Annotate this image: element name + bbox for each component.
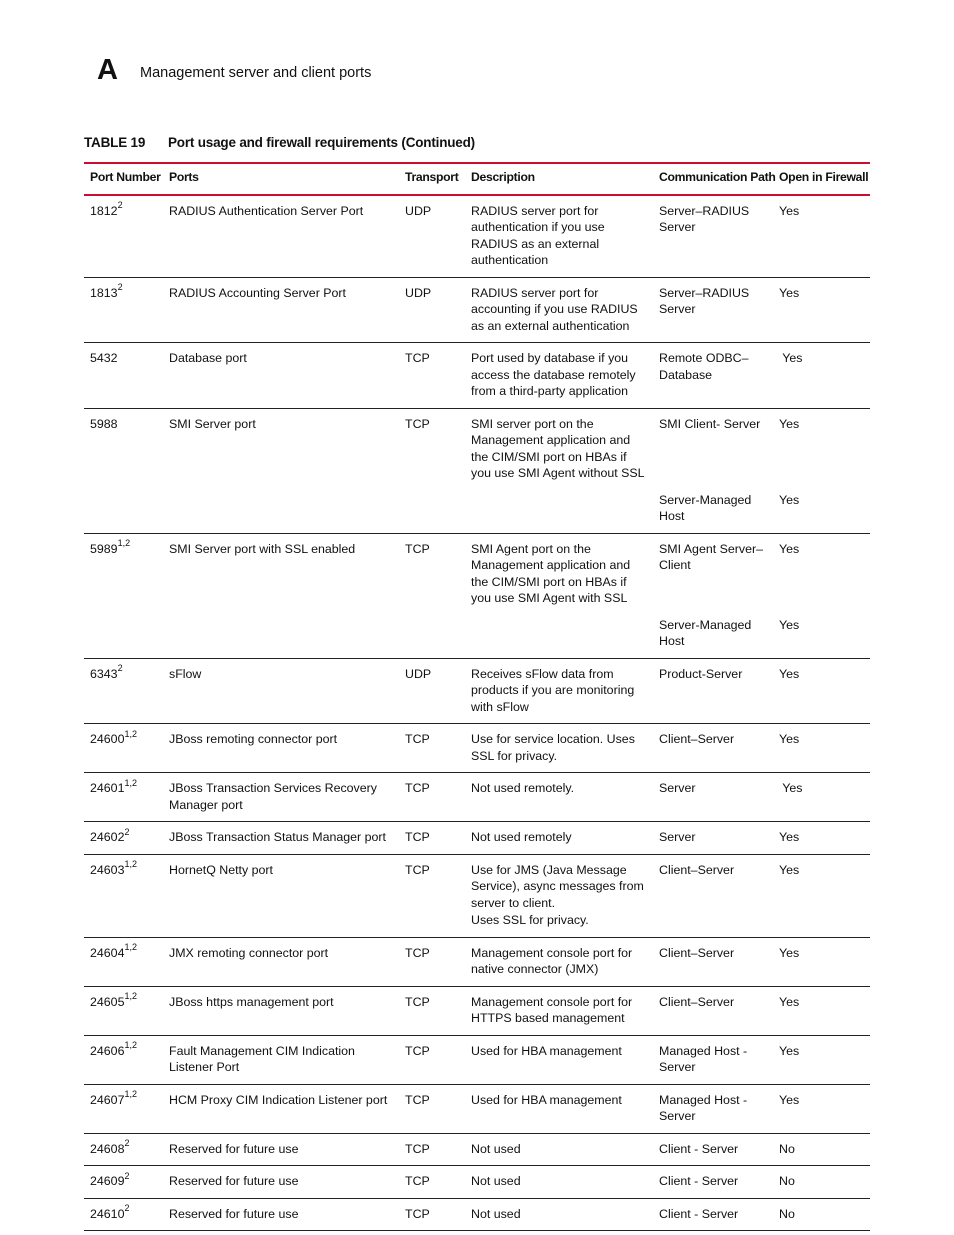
port-name-cell: RADIUS Accounting Server Port [163,277,399,343]
communication-path-cell: Remote ODBC–Database [653,343,773,409]
communication-path-cell: SMI Agent Server–Client [659,541,763,572]
port-number-cell [84,1084,163,1133]
communication-path-cell: Managed Host - Server [653,1084,773,1133]
table-body [84,195,870,1231]
footnote-reference: 2 [124,826,130,837]
description-cell [465,1084,653,1133]
port-usage-table [84,162,870,1231]
table-number: TABLE 19 [84,135,146,150]
port-number: 24602 [90,830,125,844]
column-header-port-number: Port Number [84,163,163,195]
column-header-communication-path: Communication Path [653,163,773,195]
table-row [84,724,870,773]
port-number: 24605 [90,994,125,1009]
footnote-reference: 2 [124,1170,130,1181]
transport-cell: TCP [399,1084,465,1133]
table-header-row [84,163,870,195]
description-text-extra: Uses SSL for privacy. [471,913,589,927]
description-cell [465,1166,653,1199]
port-number: 5988 [90,416,118,431]
port-number: 24606 [90,1043,125,1058]
empty-cell [399,615,465,659]
description-cell [465,724,653,773]
column-header-description: Description [465,163,653,195]
footnote-reference: 2 [117,663,123,674]
port-name-cell: Reserved for future use [163,1166,399,1199]
port-number: 1813 [90,285,118,300]
footnote-reference: 1,2 [124,777,137,788]
port-name-cell: JMX remoting connector port [163,937,399,986]
open-in-firewall-cell: Yes [773,658,870,724]
footnote-reference: 1,2 [124,942,137,953]
communication-path-cell: Managed Host - Server [653,1035,773,1084]
port-number: 24600 [90,732,125,746]
table-row [84,937,870,986]
open-in-firewall-cell: Yes [773,986,870,1035]
description-cell [465,854,653,937]
open-in-firewall-cell: Yes [773,937,870,986]
description-cell [465,937,653,986]
port-number-cell [84,1166,163,1199]
open-in-firewall-cell: Yes [773,277,870,343]
description-text: RADIUS server port for authentication if you use RADIUS as an external authentication [471,203,605,267]
chapter-letter: A [97,54,118,86]
table-row [84,277,870,343]
footnote-reference: 1,2 [124,991,137,1002]
description-text: Not used remotely. [471,781,575,795]
transport-cell: TCP [399,822,465,855]
description-text: Management console port for HTTPS based management [471,994,633,1025]
empty-cell [163,490,399,534]
description-cell [465,195,653,278]
port-number-cell [84,195,163,278]
communication-path-cell: Server [653,822,773,855]
footnote-reference: 1,2 [124,1040,137,1051]
open-in-firewall-cell: No [773,1198,870,1231]
port-name-cell: Database port [163,343,399,409]
table-title: Port usage and firewall requirements (Continued) [168,135,475,150]
table-row [84,1084,870,1133]
port-number-cell [84,277,163,343]
description-cell [465,822,653,855]
description-cell [465,986,653,1035]
table-row-continuation [84,490,870,534]
description-text: Not used [471,1174,521,1188]
empty-cell [84,615,163,659]
description-text: SMI server port on the Management application and the CIM/SMI port on HBAs if you use SMI Agent without SSL [471,416,645,480]
port-name-cell: HCM Proxy CIM Indication Listener port [163,1084,399,1133]
table-row [84,986,870,1035]
table-row [84,533,870,615]
footnote-reference: 1,2 [124,859,137,870]
port-number: 24601 [90,781,125,795]
transport-cell: TCP [405,541,430,556]
empty-cell [163,615,399,659]
communication-path-cell: Server-Managed Host [653,615,773,659]
transport-cell: UDP [399,277,465,343]
communication-path-cell: Client–Server [653,854,773,937]
open-in-firewall-cell: No [773,1166,870,1199]
port-number-cell [84,937,163,986]
description-text: Not used remotely [471,830,572,844]
port-number: 24607 [90,1092,125,1107]
transport-cell: TCP [399,724,465,773]
transport-cell: TCP [399,937,465,986]
table-row [84,773,870,822]
empty-cell [84,490,163,534]
port-number-cell [84,854,163,937]
open-in-firewall-cell: Yes [773,490,870,534]
communication-path-cell: Client - Server [653,1133,773,1166]
footnote-reference: 2 [124,1138,130,1149]
table-row [84,408,870,490]
description-text: Used for HBA management [471,1043,622,1058]
port-number-cell [84,724,163,773]
description-cell [465,1198,653,1231]
port-number-cell [84,658,163,724]
empty-cell [399,490,465,534]
port-number-cell [84,343,163,409]
empty-cell [465,615,653,659]
description-text: Receives sFlow data from products if you are monitoring with sFlow [471,666,635,714]
transport-cell: TCP [399,1166,465,1199]
port-number-cell [84,1198,163,1231]
footnote-reference: 2 [117,200,123,211]
communication-path-cell: Product-Server [653,658,773,724]
table-row [84,1166,870,1199]
open-in-firewall-cell: Yes [773,615,870,659]
port-number-cell [84,408,163,490]
description-text: RADIUS server port for accounting if you use RADIUS as an external authentication [471,285,638,333]
table-row [84,822,870,855]
description-cell [465,277,653,343]
open-in-firewall-cell: Yes [779,416,800,431]
port-number: 24603 [90,862,125,877]
port-number: 24609 [90,1174,125,1188]
communication-path-cell: Client - Server [653,1198,773,1231]
open-in-firewall-cell: Yes [773,195,870,278]
transport-cell: UDP [399,658,465,724]
port-name-cell: JBoss https management port [163,986,399,1035]
communication-path-cell: Client–Server [653,724,773,773]
port-name-cell: JBoss Transaction Services Recovery Manager port [163,773,399,822]
description-cell [465,343,653,409]
description-cell [465,1035,653,1084]
empty-cell [465,490,653,534]
communication-path-cell: Server [653,773,773,822]
communication-path-cell: Client–Server [653,937,773,986]
communication-path-cell: Server–RADIUS Server [653,277,773,343]
description-text: Port used by database if you access the database remotely from a third-party application [471,351,636,398]
port-number: 24610 [90,1206,125,1221]
open-in-firewall-cell: Yes [779,541,800,556]
transport-cell: TCP [399,854,465,937]
port-name-cell: HornetQ Netty port [163,854,399,937]
table-row [84,1198,870,1231]
footnote-reference: 1,2 [124,1089,137,1100]
open-in-firewall-cell: Yes [773,724,870,773]
description-text: SMI Agent port on the Management application and the CIM/SMI port on HBAs if you use SMI Agent with SSL [471,541,631,605]
description-text: Use for JMS (Java Message Service), async messages from server to client. [471,862,644,910]
open-in-firewall-cell: Yes [773,343,870,409]
open-in-firewall-cell: No [773,1133,870,1166]
column-header-ports: Ports [163,163,399,195]
port-name-cell: JBoss remoting connector port [163,724,399,773]
transport-cell: TCP [399,1035,465,1084]
transport-cell: TCP [399,343,465,409]
footnote-reference: 1,2 [117,538,131,549]
port-number: 1812 [90,203,118,218]
column-header-open-in-firewall: Open in Firewall [773,163,870,195]
table-row [84,1133,870,1166]
description-cell [465,1133,653,1166]
table-row [84,854,870,937]
table-row-continuation [84,615,870,659]
description-cell [465,658,653,724]
transport-cell: TCP [399,1198,465,1231]
communication-path-cell: Client–Server [653,986,773,1035]
open-in-firewall-cell: Yes [773,822,870,855]
footnote-reference: 2 [117,282,123,293]
port-number: 5432 [90,351,118,365]
port-name-cell: sFlow [163,658,399,724]
port-name-cell: Fault Management CIM Indication Listener Port [163,1035,399,1084]
port-name-cell: Reserved for future use [163,1133,399,1166]
description-cell [465,533,653,615]
footnote-reference: 1,2 [124,728,137,739]
open-in-firewall-cell: Yes [773,773,870,822]
port-number-cell [84,1133,163,1166]
open-in-firewall-cell: Yes [773,854,870,937]
description-text: Not used [471,1206,521,1221]
description-cell [465,408,653,490]
footnote-reference: 2 [124,1203,130,1214]
port-number-cell [84,822,163,855]
communication-path-cell: Server-Managed Host [653,490,773,534]
open-in-firewall-cell: Yes [773,1084,870,1133]
transport-cell: TCP [399,986,465,1035]
port-number: 24608 [90,1141,125,1156]
port-number: 6343 [90,666,118,681]
port-number-cell [84,533,163,615]
communication-path-cell: Server–RADIUS Server [653,195,773,278]
column-header-transport: Transport [399,163,465,195]
port-number-cell [84,986,163,1035]
open-in-firewall-cell: Yes [773,1035,870,1084]
port-number-cell [84,773,163,822]
port-name-cell: JBoss Transaction Status Manager port [163,822,399,855]
table-caption [84,135,475,150]
transport-cell: TCP [405,416,430,431]
table-row [84,1035,870,1084]
description-cell [465,773,653,822]
port-number-cell [84,1035,163,1084]
transport-cell: TCP [399,773,465,822]
transport-cell: TCP [399,1133,465,1166]
communication-path-cell: Client - Server [653,1166,773,1199]
description-text: Use for service location. Uses SSL for privacy. [471,732,635,763]
communication-path-cell: SMI Client- Server [659,416,761,431]
table-row [84,343,870,409]
port-number: 24604 [90,945,125,960]
table-row [84,195,870,278]
running-header-title: Management server and client ports [140,65,372,81]
port-name-cell: SMI Server port [169,416,256,431]
table-row [84,658,870,724]
port-name-cell: RADIUS Authentication Server Port [163,195,399,278]
description-text: Management console port for native connector (JMX) [471,945,633,976]
port-number: 5989 [90,541,118,556]
description-text: Used for HBA management [471,1092,622,1107]
port-name-cell: SMI Server port with SSL enabled [169,541,356,556]
description-text: Not used [471,1141,521,1156]
port-name-cell: Reserved for future use [163,1198,399,1231]
transport-cell: UDP [399,195,465,278]
